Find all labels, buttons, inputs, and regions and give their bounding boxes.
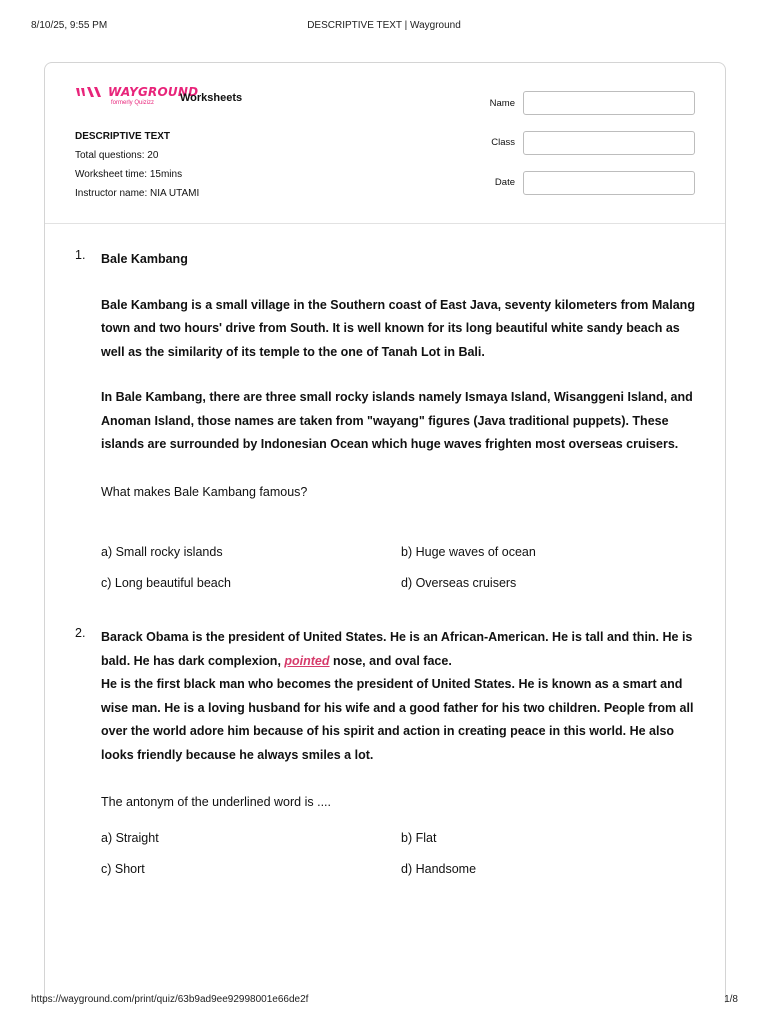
option-c[interactable]: c) Long beautiful beach [101, 576, 231, 590]
question-number: 1. [75, 248, 86, 262]
brand-formerly: formerly Quizizz [111, 100, 155, 106]
question-heading: Bale Kambang [101, 252, 188, 266]
worksheet-header [45, 63, 725, 224]
passage-paragraph: Bale Kambang is a small village in the Southern coast of East Java, seventy kilometers from Malang town and two hours' drive from South. It is well known for its long beautiful white sandy beach as well as the similarity of its temple to the one of Tanah Lot in Bali. [101, 297, 695, 359]
print-doc-title: DESCRIPTIVE TEXT | Wayground [307, 20, 461, 31]
question-number: 2. [75, 626, 86, 640]
option-d[interactable]: d) Handsome [401, 862, 477, 876]
worksheet-time: Worksheet time: 15mins [75, 169, 183, 180]
option-a[interactable]: a) Straight [101, 831, 159, 845]
option-d[interactable]: d) Overseas cruisers [401, 576, 517, 590]
wayground-logo-icon [75, 86, 105, 98]
print-header [0, 0, 768, 31]
passage-paragraph: In Bale Kambang, there are three small rocky islands namely Ismaya Island, Wisanggeni Island, and Anoman Island, those names are taken from "wayang" figures (Java traditional puppets). These islands are surrounded by Indonesian Ocean which huge waves frighten most overseas cruisers. [101, 390, 693, 451]
class-field[interactable] [523, 131, 695, 155]
option-c[interactable]: c) Short [101, 862, 145, 876]
option-a[interactable]: a) Small rocky islands [101, 545, 223, 559]
class-label: Class [491, 137, 515, 148]
question-prompt: What makes Bale Kambang famous? [101, 484, 308, 499]
question-prompt: The antonym of the underlined word is .... [101, 795, 331, 809]
option-b[interactable]: b) Flat [401, 831, 437, 845]
total-questions: Total questions: 20 [75, 150, 159, 161]
name-field[interactable] [523, 91, 695, 115]
option-b[interactable]: b) Huge waves of ocean [401, 545, 536, 559]
worksheet-card [44, 62, 726, 1003]
brand-name: WAYGROUND [108, 85, 199, 99]
instructor-name: Instructor name: NIA UTAMI [75, 188, 200, 199]
date-label: Date [494, 177, 515, 188]
worksheet-title: DESCRIPTIVE TEXT [75, 131, 171, 142]
date-field[interactable] [523, 171, 695, 195]
section-label: Worksheets [180, 92, 243, 104]
name-label: Name [489, 98, 515, 109]
page-number: 1/8 [724, 994, 738, 1005]
print-datetime: 8/10/25, 9:55 PM [31, 20, 108, 31]
passage-paragraph: He is the first black man who becomes the president of United States. He is known as a smart and wise man. He is a loving husband for his wife and a good father for his two children. People from all over the world adore him because of his spirit and action in creating peace in this world. He also looks friendly because he always smiles a lot. [101, 677, 694, 762]
underlined-word: pointed [284, 653, 330, 668]
print-url: https://wayground.com/print/quiz/63b9ad9ee92998001e66de2f [31, 994, 309, 1005]
passage-paragraph: Barack Obama is the president of United States. He is an African-American. He is tall and thin. He is bald. He has dark complexion, pointed nose, and oval face. [101, 630, 693, 668]
worksheet-meta [75, 127, 199, 203]
